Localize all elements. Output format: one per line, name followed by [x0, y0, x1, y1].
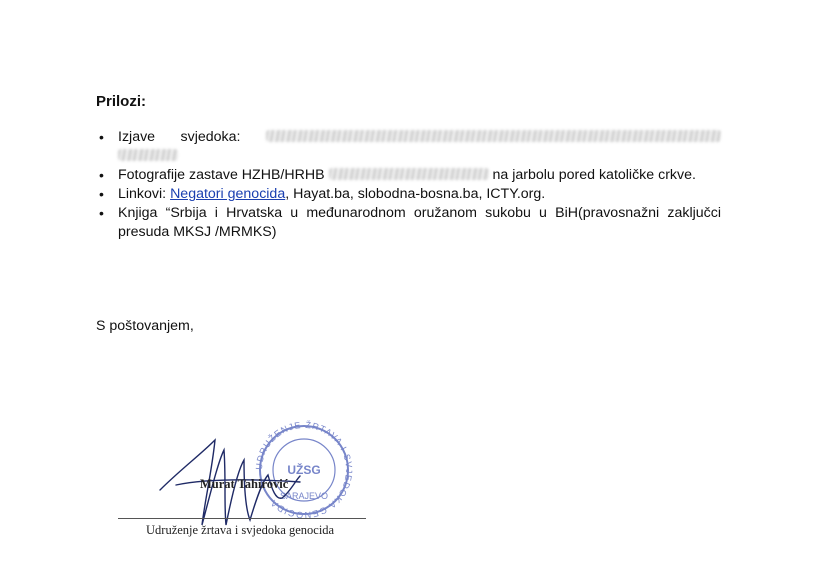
bullet-icon: •	[99, 205, 104, 221]
signature-line	[118, 518, 366, 519]
bullet-icon: •	[99, 186, 104, 202]
organization-stamp	[254, 420, 354, 520]
stamp-center-text: UŽSG	[287, 463, 321, 477]
links-text: , Hayat.ba, slobodna-bosna.ba, ICTY.org.	[285, 186, 546, 202]
witness-statements-label: Izjave svjedoka:	[118, 129, 241, 145]
negatori-genocida-link[interactable]: Negatori genocida	[170, 186, 286, 202]
closing-text: S poštovanjem,	[96, 318, 194, 334]
bullet-icon: •	[99, 129, 104, 145]
stamp-ring-text: UDRUŽENJE ŽRTAVA I SVJEDOKA GENOCIDA	[253, 419, 355, 521]
photos-text: na jarbolu pored katoličke crkve.	[492, 167, 696, 183]
photos-label: Fotografije zastave HZHB/HRHB	[118, 167, 325, 183]
attachments-heading: Prilozi:	[96, 93, 147, 110]
links-label: Linkovi:	[118, 186, 167, 202]
signatory-name: Murat Tahirović	[200, 477, 289, 491]
stamp-city-text: SARAJEVO	[279, 491, 329, 501]
bullet-icon: •	[99, 167, 104, 183]
book-text: Knjiga “Srbija i Hrvatska u međunarodnom oružanom sukobu u BiH(pravosnažni zaključci presuda MKSJ /MRMKS)	[118, 205, 721, 240]
organization-name: Udruženje žrtava i svjedoka genocida	[146, 523, 335, 537]
